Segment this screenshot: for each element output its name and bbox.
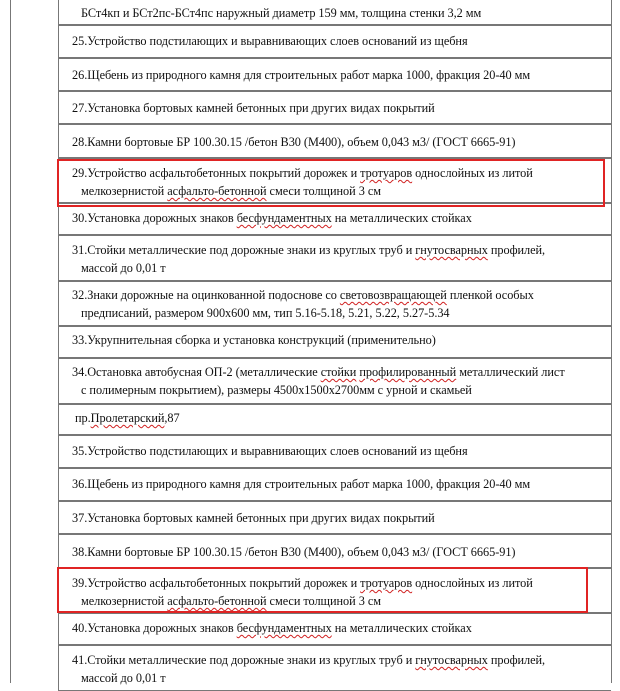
row-text <box>72 651 607 687</box>
table-row <box>58 25 611 58</box>
row-text <box>72 475 607 493</box>
row-text <box>72 619 607 637</box>
row-line: 36.Щебень из природного камня для строительных работ марка 1000, фракция 20-40 мм <box>72 477 531 491</box>
row-text <box>72 363 607 399</box>
row-text <box>72 286 607 322</box>
row-text <box>72 331 607 349</box>
table-row <box>58 501 611 534</box>
row-line: массой до 0,01 т <box>81 261 166 275</box>
table-row <box>58 235 611 281</box>
row-line: предписаний, размером 900х600 мм, тип 5.16-5.18, 5.21, 5.22, 5.27-5.34 <box>81 306 450 320</box>
row-line: 30.Установка дорожных знаков бесфундаментных на металлических стойках <box>72 211 472 225</box>
row-line: 28.Камни бортовые БР 100.30.15 /бетон В30 (М400), объем 0,043 м3/ (ГОСТ 6665-91) <box>72 135 516 149</box>
row-text <box>72 442 607 460</box>
row-line: 29.Устройство асфальтобетонных покрытий дорожек и тротуаров однослойных из литой <box>72 166 533 180</box>
row-line: пр.Пролетарский,87 <box>75 411 180 425</box>
row-text <box>72 32 607 50</box>
row-line: 41.Стойки металлические под дорожные знаки из круглых труб и гнутосварных профилей, <box>72 653 546 667</box>
row-text <box>72 543 607 561</box>
row-line: 31.Стойки металлические под дорожные знаки из круглых труб и гнутосварных профилей, <box>72 243 546 257</box>
table-row <box>58 645 611 691</box>
table-row <box>58 326 611 358</box>
row-line: БСт4кп и БСт2пс-БСт4пс наружный диаметр 159 мм, толщина стенки 3,2 мм <box>81 6 482 20</box>
row-text <box>72 99 607 117</box>
row-line: с полимерным покрытием), размеры 4500х1500х2700мм с урной и скамьей <box>81 383 472 397</box>
table-row <box>58 58 611 91</box>
row-text <box>75 409 607 427</box>
row-text <box>72 164 607 200</box>
table-outer-border-right <box>611 0 612 683</box>
table-row <box>58 281 611 326</box>
row-text <box>72 574 607 610</box>
table-row <box>58 404 611 435</box>
table-row <box>58 124 611 158</box>
row-line: 26.Щебень из природного камня для строительных работ марка 1000, фракция 20-40 мм <box>72 68 531 82</box>
row-line: массой до 0,01 т <box>81 671 166 685</box>
table-row <box>58 613 611 645</box>
table-outer-border-left <box>10 0 11 683</box>
row-line: мелкозернистой асфальто-бетонной смеси толщиной 3 см <box>81 594 381 608</box>
row-text <box>72 4 607 22</box>
table-row <box>58 203 611 235</box>
row-line: 27.Установка бортовых камней бетонных при других видах покрытий <box>72 101 435 115</box>
table-row <box>58 358 611 404</box>
row-line: 33.Укрупнительная сборка и установка конструкций (применительно) <box>72 333 436 347</box>
row-line: мелкозернистой асфальто-бетонной смеси толщиной 3 см <box>81 184 381 198</box>
row-line: 39.Устройство асфальтобетонных покрытий дорожек и тротуаров однослойных из литой <box>72 576 533 590</box>
row-line: 40.Установка дорожных знаков бесфундаментных на металлических стойках <box>72 621 472 635</box>
table-row <box>58 435 611 468</box>
table-row <box>58 468 611 501</box>
table-row <box>58 158 611 203</box>
row-text <box>72 509 607 527</box>
row-text <box>72 133 607 151</box>
row-line: 32.Знаки дорожные на оцинкованной подоснове со световозвращающей пленкой особых <box>72 288 534 302</box>
table-row <box>58 91 611 124</box>
table-row <box>58 0 611 25</box>
table-row <box>58 568 611 613</box>
row-line: 38.Камни бортовые БР 100.30.15 /бетон В30 (М400), объем 0,043 м3/ (ГОСТ 6665-91) <box>72 545 516 559</box>
row-text <box>72 241 607 277</box>
row-text <box>72 66 607 84</box>
row-line: 37.Установка бортовых камней бетонных при других видах покрытий <box>72 511 435 525</box>
table-row <box>58 534 611 568</box>
row-line: 25.Устройство подстилающих и выравнивающих слоев оснований из щебня <box>72 34 468 48</box>
row-line: 34.Остановка автобусная ОП-2 (металлические стойки профилированный металлический лист <box>72 365 565 379</box>
row-text <box>72 209 607 227</box>
row-line: 35.Устройство подстилающих и выравнивающих слоев оснований из щебня <box>72 444 468 458</box>
